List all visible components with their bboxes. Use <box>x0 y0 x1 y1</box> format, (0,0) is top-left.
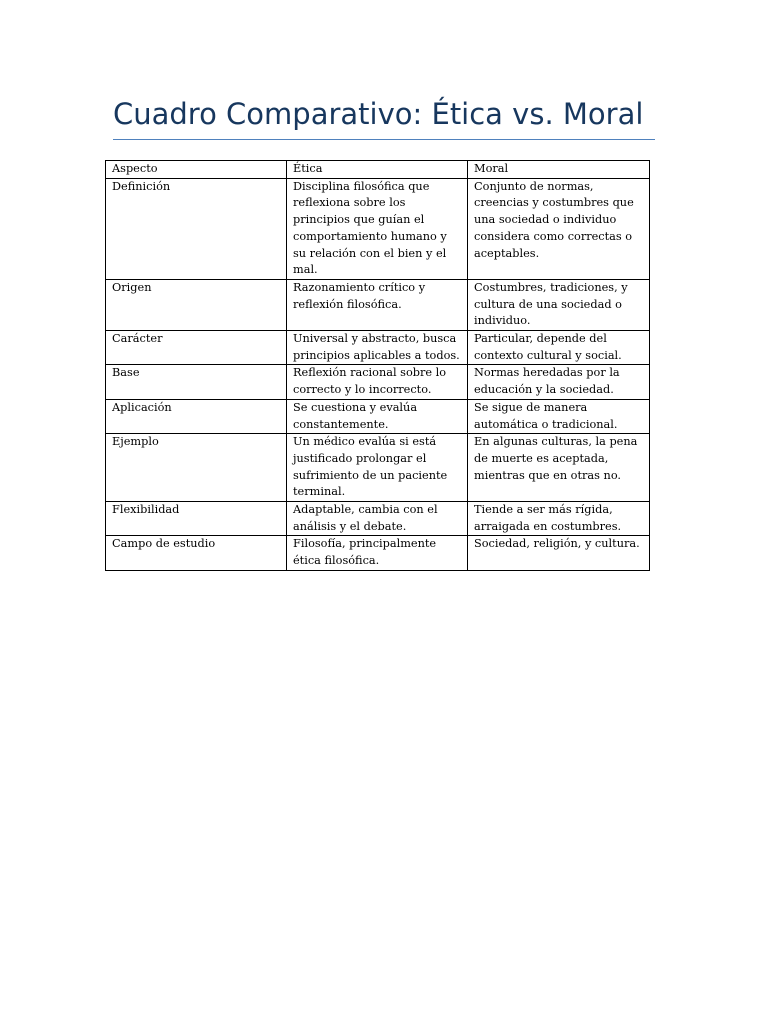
table-row <box>106 502 650 536</box>
cell-moral: Conjunto de normas, creencias y costumbres que una sociedad o individuo considera como correctas o aceptables. <box>468 178 650 279</box>
cell-moral: Se sigue de manera automática o tradicional. <box>468 399 650 433</box>
header-moral: Moral <box>468 161 650 179</box>
page-title: Cuadro Comparativo: Ética vs. Moral <box>113 97 644 131</box>
table-row <box>106 365 650 399</box>
header-aspecto: Aspecto <box>106 161 287 179</box>
cell-etica: Reflexión racional sobre lo correcto y lo incorrecto. <box>287 365 468 399</box>
table-header-row <box>106 161 650 179</box>
cell-aspect: Definición <box>106 178 287 279</box>
cell-aspect: Flexibilidad <box>106 502 287 536</box>
cell-etica: Filosofía, principalmente ética filosófica. <box>287 536 468 570</box>
cell-etica: Adaptable, cambia con el análisis y el debate. <box>287 502 468 536</box>
cell-aspect: Base <box>106 365 287 399</box>
cell-etica: Un médico evalúa si está justificado prolongar el sufrimiento de un paciente terminal. <box>287 434 468 502</box>
table-row <box>106 331 650 365</box>
comparison-table <box>105 160 650 571</box>
table-row <box>106 536 650 570</box>
cell-etica: Disciplina filosófica que reflexiona sobre los principios que guían el comportamiento humano y su relación con el bien y el mal. <box>287 178 468 279</box>
cell-moral: Sociedad, religión, y cultura. <box>468 536 650 570</box>
cell-moral: Costumbres, tradiciones, y cultura de una sociedad o individuo. <box>468 279 650 330</box>
cell-moral: Normas heredadas por la educación y la sociedad. <box>468 365 650 399</box>
cell-aspect: Aplicación <box>106 399 287 433</box>
table-row <box>106 178 650 279</box>
cell-aspect: Ejemplo <box>106 434 287 502</box>
cell-moral: Tiende a ser más rígida, arraigada en costumbres. <box>468 502 650 536</box>
table-row <box>106 279 650 330</box>
cell-etica: Universal y abstracto, busca principios aplicables a todos. <box>287 331 468 365</box>
table-row <box>106 434 650 502</box>
title-underline <box>113 139 655 140</box>
table-row <box>106 399 650 433</box>
cell-aspect: Campo de estudio <box>106 536 287 570</box>
cell-moral: En algunas culturas, la pena de muerte es aceptada, mientras que en otras no. <box>468 434 650 502</box>
cell-moral: Particular, depende del contexto cultural y social. <box>468 331 650 365</box>
cell-etica: Se cuestiona y evalúa constantemente. <box>287 399 468 433</box>
cell-aspect: Carácter <box>106 331 287 365</box>
cell-etica: Razonamiento crítico y reflexión filosófica. <box>287 279 468 330</box>
header-etica: Ética <box>287 161 468 179</box>
cell-aspect: Origen <box>106 279 287 330</box>
